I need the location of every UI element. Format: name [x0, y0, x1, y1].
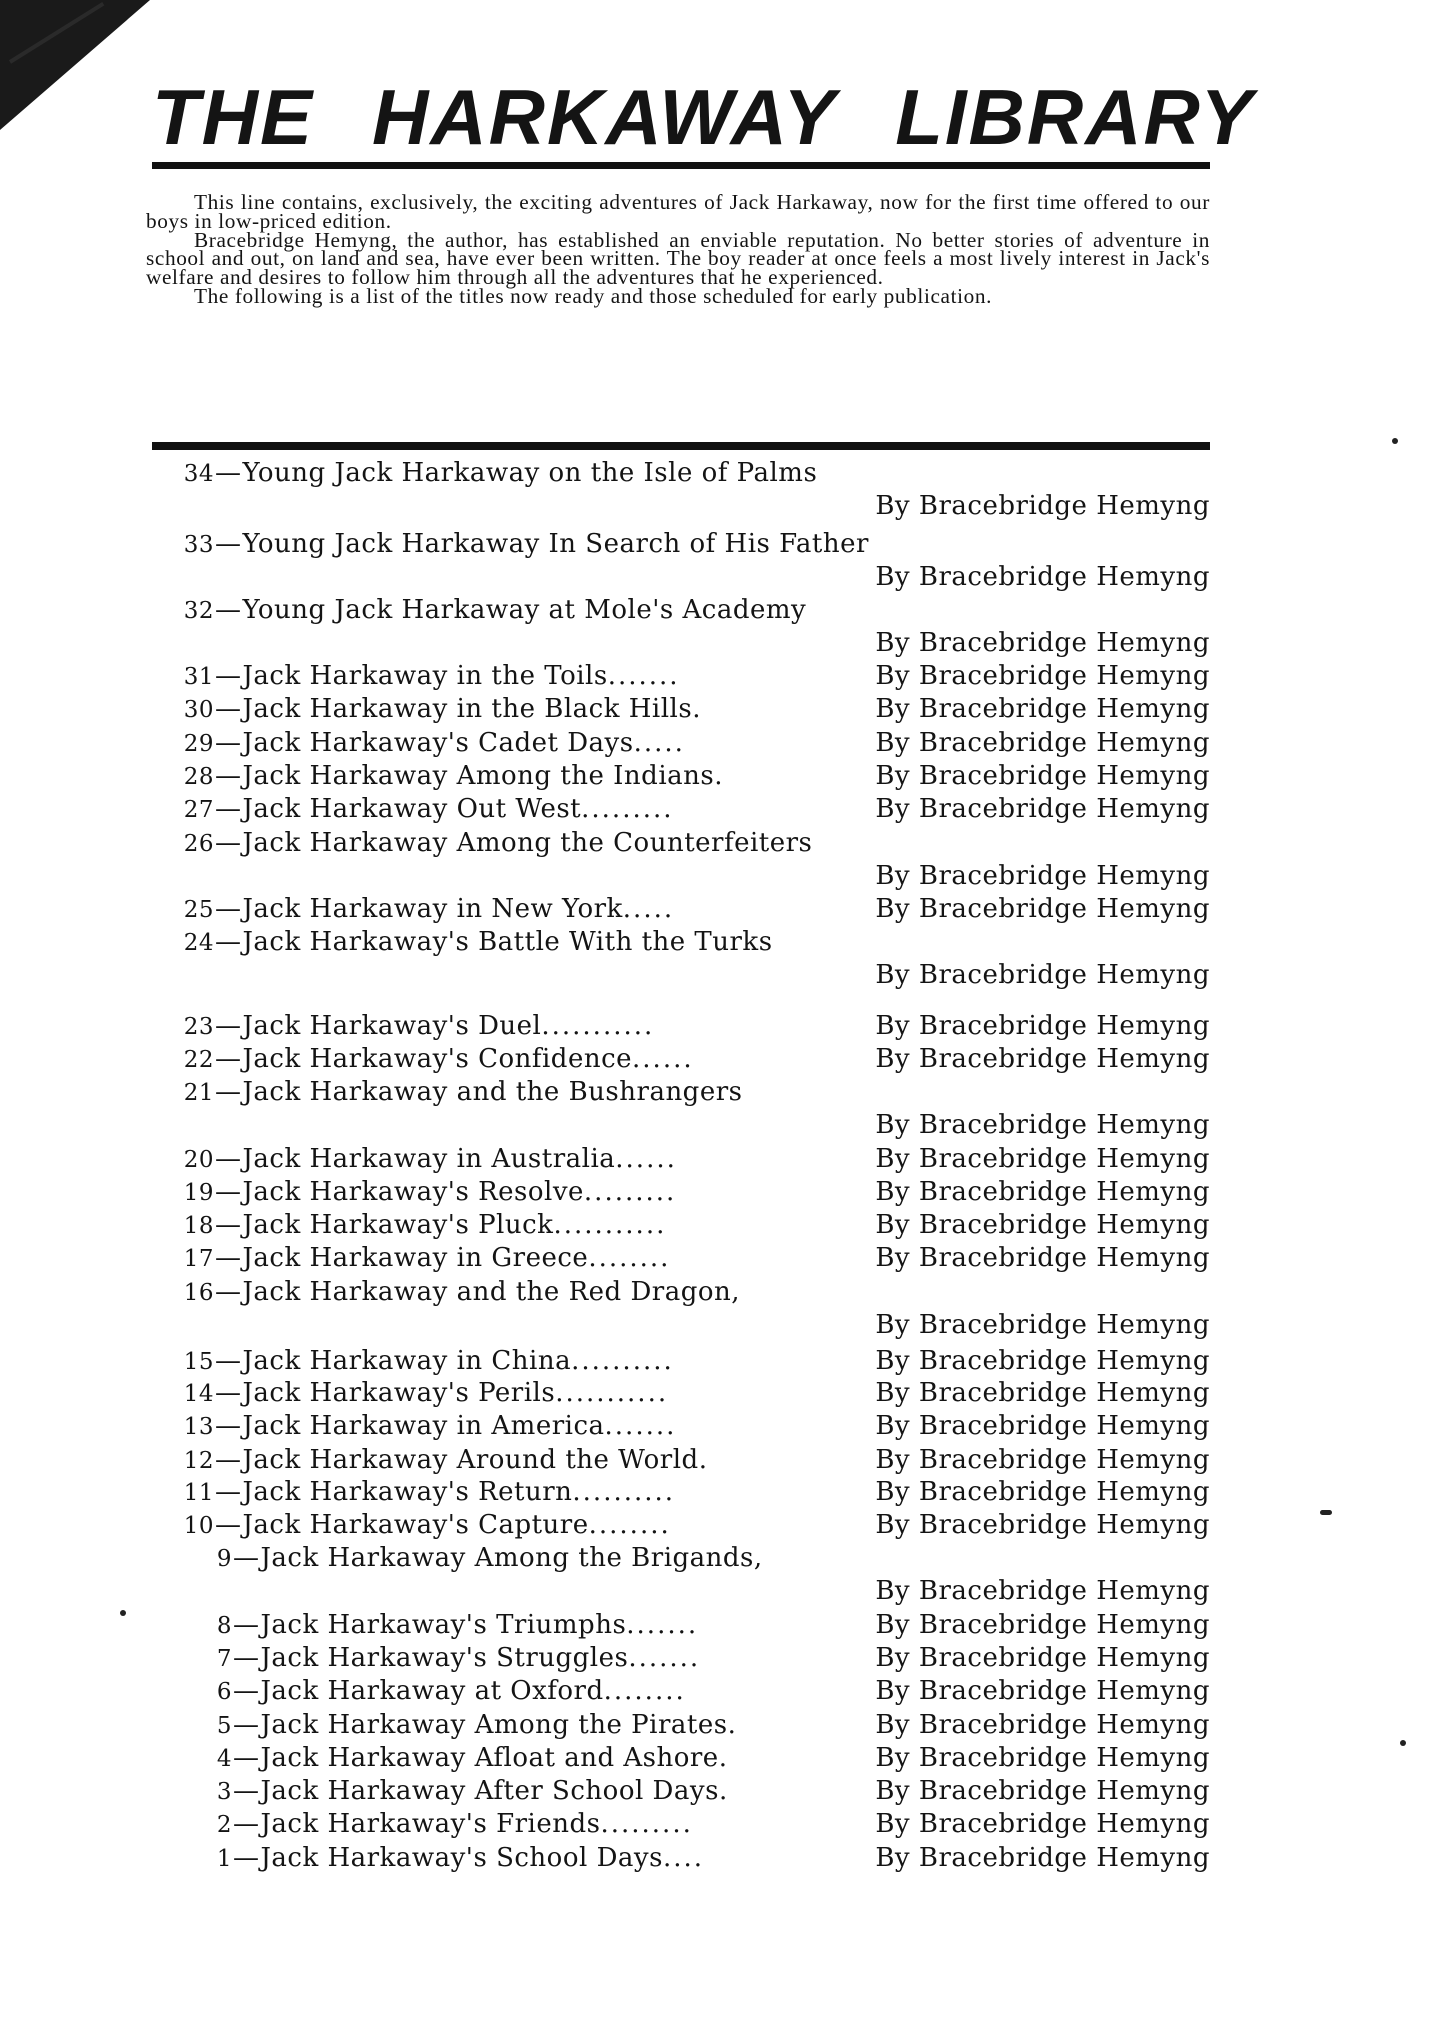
- title-entry: [150, 926, 1210, 992]
- entry-dash: —: [233, 1743, 260, 1773]
- entry-dash: —: [233, 1710, 260, 1740]
- title-entry: [150, 457, 1210, 523]
- entry-title: Jack Harkaway and the Bushrangers: [242, 1077, 743, 1107]
- entry-leader-dots: .....: [622, 894, 675, 924]
- entry-dash: —: [215, 1477, 242, 1507]
- entry-dash: —: [215, 1445, 242, 1475]
- title-entry: [150, 693, 1210, 725]
- entry-dash: —: [233, 1843, 260, 1873]
- entry-dash: —: [215, 529, 242, 559]
- entry-number: 12: [183, 1448, 214, 1474]
- entry-author: By Bracebridge Hemyng: [875, 894, 1210, 924]
- entry-dash: —: [233, 1776, 260, 1806]
- entry-leader-dots: .: [718, 1776, 730, 1806]
- entry-leader-dots: ..........: [572, 1477, 676, 1507]
- entry-dash: —: [215, 1177, 242, 1207]
- title-entry: [150, 793, 1210, 825]
- entry-leader-dots: .......: [604, 1411, 677, 1441]
- entry-leader-dots: ...........: [555, 1378, 669, 1408]
- entry-author: By Bracebridge Hemyng: [875, 491, 1210, 521]
- title-entry: [150, 1542, 1210, 1608]
- entry-number: 7: [216, 1646, 232, 1672]
- entry-author: By Bracebridge Hemyng: [875, 1044, 1210, 1074]
- entry-author: By Bracebridge Hemyng: [875, 1011, 1210, 1041]
- entry-number: 33: [183, 532, 214, 558]
- entry-number: 19: [183, 1180, 214, 1206]
- entry-dash: —: [215, 1011, 242, 1041]
- entry-leader-dots: .....: [633, 728, 685, 758]
- entry-number: 29: [183, 731, 214, 757]
- title-entry: [150, 1642, 1210, 1674]
- entry-author: By Bracebridge Hemyng: [875, 1110, 1210, 1140]
- entry-leader-dots: .: [714, 761, 725, 791]
- title-entry: [150, 1709, 1210, 1741]
- entry-title: Jack Harkaway and the Red Dragon,: [242, 1277, 741, 1307]
- entry-title: Jack Harkaway Around the World: [242, 1445, 699, 1475]
- entry-author: By Bracebridge Hemyng: [875, 1510, 1210, 1540]
- entry-title: Jack Harkaway in the Black Hills: [242, 694, 693, 724]
- scan-speck: [1400, 1740, 1406, 1746]
- entry-dash: —: [233, 1643, 260, 1673]
- entry-leader-dots: ........: [588, 1243, 671, 1273]
- entry-author: By Bracebridge Hemyng: [875, 1243, 1210, 1273]
- entry-author: By Bracebridge Hemyng: [875, 761, 1210, 791]
- entry-dash: —: [215, 1346, 242, 1376]
- entry-number: 11: [183, 1480, 214, 1506]
- entry-dash: —: [215, 761, 242, 791]
- entry-title: Jack Harkaway in Australia: [242, 1144, 616, 1174]
- intro-paragraph: Bracebridge Hemyng, the author, has established an enviable reputation. No better stories of adventure in school and out, on land and sea, have ever been written. The boy reader at once feels a most lively interest in Jack's welfare and desires to follow him through all the adventures that he experienced.: [146, 227, 1210, 290]
- title-entry: [150, 893, 1210, 925]
- entry-dash: —: [215, 894, 242, 924]
- entry-title: Jack Harkaway in Greece: [242, 1243, 589, 1273]
- title-entry: [150, 528, 1210, 594]
- entry-author: By Bracebridge Hemyng: [875, 628, 1210, 658]
- entry-leader-dots: .: [718, 1743, 729, 1773]
- entry-number: 34: [183, 461, 214, 487]
- title-entry: [150, 727, 1210, 759]
- entry-author: By Bracebridge Hemyng: [875, 1445, 1210, 1475]
- entry-title: Jack Harkaway's Perils: [242, 1378, 556, 1408]
- entry-number: 30: [183, 697, 214, 723]
- entry-dash: —: [215, 1044, 242, 1074]
- entry-number: 13: [183, 1414, 214, 1440]
- intro-paragraph: The following is a list of the titles now ready and those scheduled for early publication.: [194, 283, 993, 308]
- entry-number: 20: [183, 1147, 214, 1173]
- title-word-the: THE: [152, 73, 314, 161]
- entry-number: 27: [183, 797, 214, 823]
- entry-dash: —: [233, 1610, 260, 1640]
- entry-dash: —: [215, 1378, 242, 1408]
- title-word-harkaway: HARKAWAY: [372, 73, 838, 161]
- entry-title: Jack Harkaway in China: [242, 1346, 572, 1376]
- title-entry: [150, 1010, 1210, 1042]
- entry-author: By Bracebridge Hemyng: [875, 1843, 1210, 1873]
- entry-dash: —: [215, 828, 242, 858]
- entry-title: Jack Harkaway Out West: [242, 794, 582, 824]
- entry-author: By Bracebridge Hemyng: [875, 1576, 1210, 1606]
- entry-number: 23: [183, 1014, 214, 1040]
- title-entry: [150, 1476, 1210, 1508]
- intro-paragraph: This line contains, exclusively, the exciting adventures of Jack Harkaway, now for the first time offered to our boys in low-priced edition.: [146, 190, 1210, 233]
- entry-dash: —: [215, 1210, 242, 1240]
- entry-title: Jack Harkaway's Cadet Days: [242, 728, 634, 758]
- entry-dash: —: [233, 1676, 260, 1706]
- entry-dash: —: [215, 661, 242, 691]
- title-entry: [150, 1808, 1210, 1840]
- entry-title: Jack Harkaway's Confidence: [242, 1044, 633, 1074]
- entry-dash: —: [233, 1543, 260, 1573]
- entry-author: By Bracebridge Hemyng: [875, 960, 1210, 990]
- entry-number: 31: [183, 664, 214, 690]
- title-word-library: LIBRARY: [895, 73, 1255, 161]
- entry-author: By Bracebridge Hemyng: [875, 1210, 1210, 1240]
- entry-title: Young Jack Harkaway at Mole's Academy: [242, 595, 807, 625]
- entry-leader-dots: .: [692, 694, 703, 724]
- entry-author: By Bracebridge Hemyng: [875, 1710, 1210, 1740]
- title-entry: [150, 1775, 1210, 1807]
- entry-number: 2: [216, 1812, 232, 1838]
- entry-title: Jack Harkaway in New York: [242, 894, 623, 924]
- title-entry: [150, 1509, 1210, 1541]
- entry-dash: —: [215, 1243, 242, 1273]
- entry-title: Jack Harkaway's Triumphs: [260, 1610, 627, 1640]
- title-entry: [150, 1377, 1210, 1409]
- entry-dash: —: [215, 794, 242, 824]
- entry-title: Young Jack Harkaway on the Isle of Palms: [242, 458, 818, 488]
- entry-number: 14: [183, 1381, 214, 1407]
- entry-title: Jack Harkaway's Friends: [260, 1809, 601, 1839]
- entry-leader-dots: .: [727, 1710, 738, 1740]
- entry-author: By Bracebridge Hemyng: [875, 1743, 1210, 1773]
- entry-title: Jack Harkaway's School Days: [260, 1843, 663, 1873]
- entry-number: 26: [183, 831, 214, 857]
- scan-speck: [1320, 1510, 1332, 1515]
- title-entry: [150, 1345, 1210, 1377]
- entry-leader-dots: .......: [626, 1610, 699, 1640]
- entry-number: 8: [216, 1613, 232, 1639]
- entry-number: 6: [216, 1679, 232, 1705]
- entry-title: Jack Harkaway in the Toils: [242, 661, 608, 691]
- entry-author: By Bracebridge Hemyng: [875, 1809, 1210, 1839]
- entry-dash: —: [215, 927, 242, 957]
- entry-author: By Bracebridge Hemyng: [875, 794, 1210, 824]
- entry-dash: —: [215, 1277, 242, 1307]
- entry-leader-dots: .: [698, 1445, 709, 1475]
- entry-author: By Bracebridge Hemyng: [875, 562, 1210, 592]
- entry-number: 9: [216, 1546, 232, 1572]
- entry-dash: —: [215, 595, 242, 625]
- entry-number: 24: [183, 930, 214, 956]
- title-entry: [150, 1043, 1210, 1075]
- entry-leader-dots: ......: [632, 1044, 694, 1074]
- entry-author: By Bracebridge Hemyng: [875, 694, 1210, 724]
- entry-leader-dots: ........: [603, 1676, 686, 1706]
- entry-title: Jack Harkaway After School Days: [260, 1776, 719, 1806]
- entry-author: By Bracebridge Hemyng: [875, 1776, 1210, 1806]
- title-entry: [150, 760, 1210, 792]
- entry-title: Jack Harkaway's Capture: [242, 1510, 589, 1540]
- entry-number: 16: [183, 1280, 214, 1306]
- entry-dash: —: [215, 458, 242, 488]
- title-entry: [150, 827, 1210, 893]
- entry-author: By Bracebridge Hemyng: [875, 1144, 1210, 1174]
- entry-title: Young Jack Harkaway In Search of His Father: [242, 529, 869, 559]
- entry-title: Jack Harkaway's Pluck: [242, 1210, 554, 1240]
- entry-leader-dots: ......: [615, 1144, 677, 1174]
- entry-leader-dots: .........: [600, 1809, 693, 1839]
- entry-dash: —: [215, 1144, 242, 1174]
- entry-title: Jack Harkaway's Struggles: [260, 1643, 629, 1673]
- title-entry: [150, 1842, 1210, 1874]
- entry-number: 21: [183, 1080, 214, 1106]
- title-entry: [150, 660, 1210, 692]
- entry-dash: —: [215, 1411, 242, 1441]
- entry-title: Jack Harkaway Among the Brigands,: [260, 1543, 763, 1573]
- entry-author: By Bracebridge Hemyng: [875, 1378, 1210, 1408]
- entry-number: 10: [183, 1513, 214, 1539]
- entry-number: 3: [216, 1779, 232, 1805]
- entry-leader-dots: .......: [607, 661, 680, 691]
- entry-leader-dots: ........: [588, 1510, 671, 1540]
- title-entry: [150, 1176, 1210, 1208]
- entry-leader-dots: .........: [583, 1177, 677, 1207]
- entry-dash: —: [233, 1809, 260, 1839]
- scan-speck: [120, 1610, 126, 1616]
- entry-author: By Bracebridge Hemyng: [875, 1676, 1210, 1706]
- entry-leader-dots: ....: [662, 1843, 705, 1873]
- entry-number: 22: [183, 1047, 214, 1073]
- entry-title: Jack Harkaway's Duel: [242, 1011, 542, 1041]
- scan-speck: [1392, 438, 1398, 444]
- entry-dash: —: [215, 728, 242, 758]
- entry-author: By Bracebridge Hemyng: [875, 1177, 1210, 1207]
- entry-title: Jack Harkaway Among the Pirates: [260, 1710, 728, 1740]
- entry-number: 15: [183, 1349, 214, 1375]
- entry-author: By Bracebridge Hemyng: [875, 1643, 1210, 1673]
- entry-dash: —: [215, 1077, 242, 1107]
- entry-number: 1: [216, 1846, 232, 1872]
- entry-title: Jack Harkaway at Oxford: [260, 1676, 604, 1706]
- title-entry: [150, 1209, 1210, 1241]
- entry-number: 5: [216, 1713, 232, 1739]
- title-entry: [150, 1143, 1210, 1175]
- title-entry: [150, 1410, 1210, 1442]
- title-entry: [150, 1276, 1210, 1342]
- entry-leader-dots: ..........: [571, 1346, 674, 1376]
- entry-title: Jack Harkaway Among the Indians: [242, 761, 715, 791]
- entry-dash: —: [215, 694, 242, 724]
- entry-leader-dots: ...........: [541, 1011, 655, 1041]
- title-entry: [150, 1242, 1210, 1274]
- entry-author: By Bracebridge Hemyng: [875, 1411, 1210, 1441]
- title-entry: [150, 594, 1210, 660]
- entry-author: By Bracebridge Hemyng: [875, 1310, 1210, 1340]
- entry-dash: —: [215, 1510, 242, 1540]
- entry-author: By Bracebridge Hemyng: [875, 1610, 1210, 1640]
- entry-leader-dots: .......: [628, 1643, 701, 1673]
- entry-title: Jack Harkaway Afloat and Ashore: [260, 1743, 719, 1773]
- title-entry: [150, 1675, 1210, 1707]
- entry-title: Jack Harkaway's Return: [242, 1477, 573, 1507]
- entry-author: By Bracebridge Hemyng: [875, 861, 1210, 891]
- entry-title: Jack Harkaway's Battle With the Turks: [242, 927, 773, 957]
- title-entry: [150, 1742, 1210, 1774]
- entry-title: Jack Harkaway in America: [242, 1411, 605, 1441]
- title-entry: [150, 1444, 1210, 1476]
- entry-number: 18: [183, 1213, 214, 1239]
- entry-title: Jack Harkaway Among the Counterfeiters: [242, 828, 813, 858]
- entry-author: By Bracebridge Hemyng: [875, 1346, 1210, 1376]
- entry-leader-dots: ...........: [553, 1210, 667, 1240]
- entry-author: By Bracebridge Hemyng: [875, 1477, 1210, 1507]
- entry-title: Jack Harkaway's Resolve: [242, 1177, 584, 1207]
- entry-number: 4: [216, 1746, 232, 1772]
- entry-leader-dots: .........: [581, 794, 674, 824]
- entry-number: 25: [183, 897, 214, 923]
- entry-author: By Bracebridge Hemyng: [875, 728, 1210, 758]
- entry-author: By Bracebridge Hemyng: [875, 661, 1210, 691]
- entry-number: 17: [183, 1246, 214, 1272]
- title-entry: [150, 1609, 1210, 1641]
- entry-number: 32: [183, 598, 214, 624]
- title-entry: [150, 1076, 1210, 1142]
- entry-number: 28: [183, 764, 214, 790]
